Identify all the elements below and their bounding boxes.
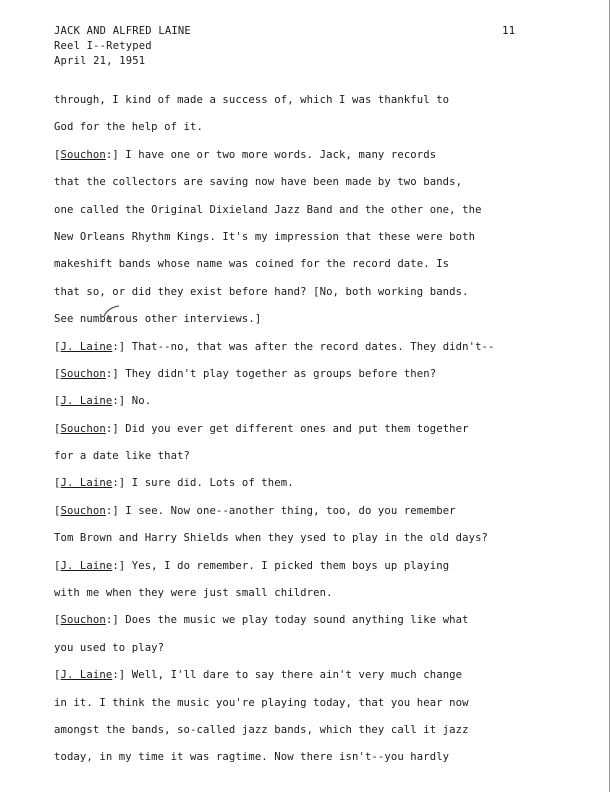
line-text: I have one or two more words. Jack, many records (125, 148, 437, 161)
speaker-label: J. Laine (60, 395, 113, 408)
transcript-line (54, 366, 554, 393)
line-text: Does the music we play today sound anything like what (125, 614, 469, 627)
speaker-bracket-open: [ (54, 422, 61, 435)
line-text: That--no, that was after the record dates. They didn't-- (131, 340, 495, 353)
speaker-bracket-open: [ (54, 395, 61, 408)
transcript-line (54, 147, 554, 174)
transcript-line (54, 339, 554, 366)
speaker-bracket-open: [ (54, 477, 61, 490)
line-text: I sure did. Lots of them. (131, 477, 294, 490)
speaker-bracket-close: :] (105, 148, 126, 161)
line-text: makeshift bands whose name was coined for the record date. Is (54, 258, 450, 271)
transcript-line (54, 640, 554, 667)
transcript-line (54, 229, 554, 256)
header-reel: Reel I--Retyped (54, 40, 152, 52)
line-text: amongst the bands, so-called jazz bands, which they call it jazz (54, 723, 469, 736)
document-header (54, 24, 191, 69)
speaker-bracket-open: [ (54, 614, 61, 627)
transcript-line (54, 612, 554, 639)
transcript-line (54, 202, 554, 229)
page-number: 11 (502, 24, 516, 37)
speaker-bracket-open: [ (54, 148, 61, 161)
transcript-line (54, 749, 554, 776)
line-text: I see. Now one--another thing, too, do you remember (125, 504, 456, 517)
transcript-line (54, 585, 554, 612)
transcript-line (54, 475, 554, 502)
line-text: in it. I think the music you're playing today, that you hear now (54, 696, 469, 709)
line-text: God for the help of it. (54, 121, 203, 134)
speaker-bracket-close: :] (112, 340, 132, 353)
line-text: today, in my time it was ragtime. Now there isn't--you hardly (54, 751, 450, 764)
line-text: They didn't play together as groups before then? (125, 367, 437, 380)
transcript-line (54, 667, 554, 694)
line-text: for a date like that? (54, 450, 191, 463)
speaker-bracket-close: :] (112, 477, 132, 490)
speaker-bracket-open: [ (54, 367, 61, 380)
transcript-line (54, 174, 554, 201)
speaker-bracket-open: [ (54, 340, 61, 353)
line-text: one called the Original Dixieland Jazz Band and the other one, the (54, 203, 482, 216)
speaker-label: Souchon (60, 148, 106, 161)
line-text: No. (131, 395, 152, 408)
speaker-label: J. Laine (60, 669, 113, 682)
speaker-label: Souchon (60, 504, 106, 517)
transcript-line (54, 722, 554, 749)
transcript-line (54, 503, 554, 530)
speaker-bracket-open: [ (54, 669, 61, 682)
speaker-bracket-close: :] (105, 504, 126, 517)
speaker-bracket-close: :] (112, 395, 132, 408)
line-text: with me when they were just small children. (54, 587, 333, 600)
speaker-bracket-open: [ (54, 559, 61, 572)
speaker-label: J. Laine (60, 559, 113, 572)
transcript-line (54, 92, 554, 119)
line-text: through, I kind of made a success of, which I was thankful to (54, 94, 450, 106)
transcript-line (54, 119, 554, 146)
speaker-bracket-close: :] (112, 669, 132, 682)
line-text: Yes, I do remember. I picked them boys up playing (131, 559, 450, 572)
speaker-bracket-close: :] (105, 367, 126, 380)
transcript-line (54, 393, 554, 420)
line-text: that the collectors are saving now have been made by two bands, (54, 176, 463, 189)
transcript-line (54, 284, 554, 311)
speaker-bracket-open: [ (54, 504, 61, 517)
header-title: JACK AND ALFRED LAINE (54, 25, 191, 37)
line-text: Did you ever get different ones and put them together (125, 422, 469, 435)
transcript-body (54, 92, 554, 777)
speaker-label: J. Laine (60, 477, 113, 490)
speaker-label: J. Laine (60, 340, 113, 353)
line-text: See numberous other interviews.] (54, 313, 262, 326)
speaker-bracket-close: :] (105, 614, 126, 627)
handwritten-correction-mark (100, 302, 122, 324)
transcript-line (54, 256, 554, 283)
transcript-line (54, 695, 554, 722)
transcript-line (54, 530, 554, 557)
speaker-label: Souchon (60, 367, 106, 380)
transcript-line (54, 448, 554, 475)
line-text: Well, I'll dare to say there ain't very much change (131, 669, 463, 682)
line-text: that so, or did they exist before hand? [No, both working bands. (54, 285, 469, 298)
header-date: April 21, 1951 (54, 55, 146, 67)
speaker-label: Souchon (60, 614, 106, 627)
speaker-bracket-close: :] (105, 422, 126, 435)
transcript-line (54, 421, 554, 448)
line-text: New Orleans Rhythm Kings. It's my impression that these were both (54, 230, 476, 243)
speaker-bracket-close: :] (112, 559, 132, 572)
page-edge (609, 0, 610, 792)
line-text: Tom Brown and Harry Shields when they ysed to play in the old days? (54, 532, 489, 545)
transcript-line (54, 311, 554, 338)
transcript-line (54, 558, 554, 585)
speaker-label: Souchon (60, 422, 106, 435)
line-text: you used to play? (54, 641, 165, 654)
